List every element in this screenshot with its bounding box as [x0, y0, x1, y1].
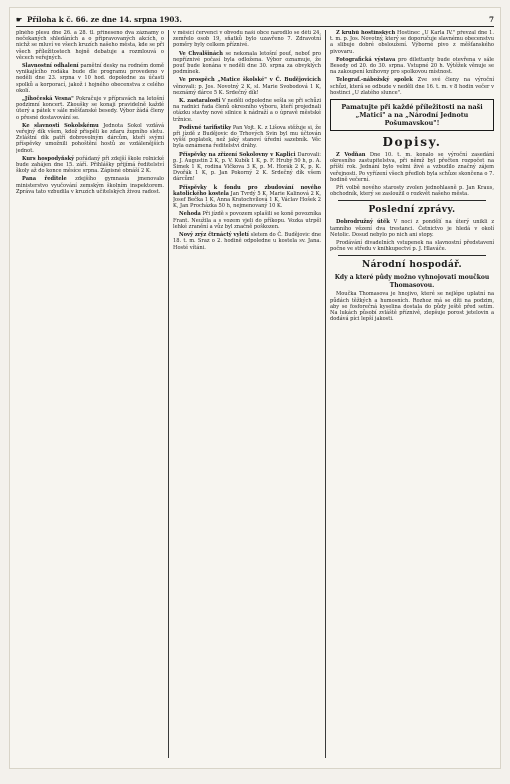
page-number: 7 — [488, 15, 494, 24]
pointing-hand-icon: ☛ — [16, 15, 23, 24]
section-divider — [338, 255, 486, 256]
article-paragraph — [16, 123, 164, 154]
article-subheading: Kdy a které půdy možno vyhnojovati moučkou Thomasovou. — [334, 274, 490, 289]
article-text: V noci z pondělí na úterý unikli z tamního vězení dva trestanci. Četnictvo je hledá v okolí Netolic. Dosud nebylo po nich ani stopy. — [330, 219, 494, 238]
page-header — [16, 14, 494, 27]
article-paragraph: Moučka Thomasova je hnojivo, které se nejlépe uplatní na půdách těžkých a humosních. Rozhoz má se díti na podzim, aby se fosforečná kyselina dostala do půdy ještě před setím. Na lukách působí zvláště příznivě, zlepšuje porost jetelovin a dodává píci lepší jakosti. — [330, 291, 494, 323]
article-paragraph: Při volbě nového starosty zvolen jednohlasně p. Jan Kraus, obchodník, který se zasloužil o rozkvět našeho města. — [330, 185, 494, 198]
article-paragraph — [173, 125, 321, 150]
article-paragraph — [16, 156, 164, 175]
article-heading: Telegraf.-nábožský spolek — [336, 77, 413, 84]
article-paragraph — [330, 77, 494, 96]
article-paragraph — [173, 51, 321, 76]
article-heading: Slavnostní odhalení — [22, 63, 79, 70]
article-heading: Podivné tarifistiky — [179, 124, 232, 131]
section-divider — [338, 200, 486, 201]
article-paragraph — [16, 176, 164, 195]
article-paragraph: Prodávání divadelních vstupenek na slavnostní představení počne ve středu v knihkupectví p. J. Hlaváče. — [330, 240, 494, 253]
article-heading: Dobrodružný útěk — [336, 219, 390, 226]
section-title-posledni-zpravy: Poslední zprávy. — [368, 205, 456, 216]
article-text: pro dilettanty bude otevřena v sále Besedy od 20. do 30. srpna. Vstupné 20 h. Výtěžek věnuje se na zakoupení knihovny pro spolkovou místnost. — [330, 56, 494, 76]
article-text: Darovali: p. J. Augustin 2 K, p. V. Kubík 1 K, p. F. Hrubý 50 h, p. A. Šimek 1 K, rodina Vlčkova 3 K, p. M. Horák 2 K, p. K. Dvořák 1 K, p. Jan Pokorný 2 K. Srdečný dík všem dárcům! — [173, 151, 321, 183]
article-paragraph — [173, 185, 321, 210]
article-heading: Nehoda — [179, 211, 201, 218]
article-heading: Příspěvky na zřízení Sokolovny v Kaplici — [179, 151, 296, 158]
article-paragraph — [173, 77, 321, 96]
article-heading: Ve Chvalšinách — [179, 50, 223, 57]
column-1 — [16, 30, 164, 758]
article-text: Pan Vojt. K. z Lišova stěžuje si, že při jízdě z Budějovic do Trhových Svin byl mu účtován vyšší poplatek, než jaký stanoví úřední sazebník. Věc byla oznámena ředitelství dráhy. — [173, 124, 321, 150]
article-heading: Příspěvky k fondu pro zbudování nového katolického kostela — [173, 184, 321, 197]
article-text: Dne 10. t. m. konalo se výroční zasedání okresního zastupitelstva, při němž byl přečten rozpočet na příští rok. Jednání bylo velmi živé a vzbudilo značný zájem veřejnosti. Po vyřízení všech předloh byla schůze skončena o 7. hodině večerní. — [330, 152, 494, 183]
article-paragraph — [173, 98, 321, 123]
article-paragraph — [330, 219, 494, 238]
article-paragraph — [173, 232, 321, 251]
article-text: pořádaný při zdejší škole rolnické bude zahájen dne 15. září. Přihlášky přijímá ředitelství školy až do konce měsíce srpna. Zápisné obnáší 2 K. — [16, 155, 164, 175]
article-text: sletem do Č. Budějovic dne 18. t. m. Sraz o 2. hodině odpoledne u kostela sv. Jana. Hosté vítáni. — [173, 232, 321, 251]
article-text: se nekonala letošní pouť, neboť pro nepříznivé počasí byla odložena. Výbor oznamuje, že pouť bude konána v neděli dne 30. srpna za obvyklých podmínek. — [173, 50, 321, 76]
columns — [16, 30, 494, 758]
article-paragraph — [330, 30, 494, 55]
article-text: Zve své členy na výroční schůzi, která se odbude v neděli dne 16. t. m. v 8 hodin večer v hostinci „U zlatého slunce". — [330, 77, 494, 96]
article-text: zdejšího gymnasia jmenovalo ministerstvo vyučování zemským školním inspektorem. Zpráva tato vzbudila v kruzích učitelských živou radost. — [16, 176, 164, 195]
column-divider — [168, 30, 169, 758]
article-heading: Nový zrýz čtrnáctý vyletí — [179, 232, 249, 239]
article-heading: Z kruhů hostinských — [336, 30, 396, 36]
column-3 — [330, 30, 494, 758]
column-2 — [173, 30, 321, 758]
section-title-narodni-hospodar: Národní hospodář. — [361, 260, 463, 271]
article-heading: Ke slavnosti Sokolskému — [22, 122, 99, 129]
article-paragraph: v měsíci červenci v obvodu naší obce narodilo se dětí 24, zemřelo osob 19, sňatků bylo uzavřeno 7. Zdravotní poměry byly celkem příznivé. — [173, 30, 321, 49]
article-text: Hostinec „U Karla IV." převzal dne 1. t. m. p. Jos. Novotný, který se doporučuje slavnému obecenstvu a slibuje dobré obsloužení. Výborné pivo z měšťanského pivovaru. — [330, 30, 494, 55]
matice-appeal-box: Pamatujte při každé příležitosti na naši „Matici" a na „Národní Jednotu Pošumavskou"! — [330, 99, 494, 131]
article-paragraph — [173, 152, 321, 183]
article-heading: Ve prospěch „Matice školské" v Č. Budějovicích — [179, 77, 321, 84]
article-text: Pokračuje v přípravách na letošní podzimní koncert. Zkoušky se konají pravidelně každé úterý a pátek v sále měšťanské besedy. Výbor žádá členy o přesné dostavování se. — [16, 96, 164, 121]
article-paragraph — [16, 63, 164, 94]
article-text: V neděli odpoledne sešla se při schůzi na radnici řada členů okresního výboru, kteří projednali otázku stavby nové silnice k nádraží a o úpravě městské tržnice. — [173, 98, 321, 123]
article-paragraph — [330, 57, 494, 76]
article-text: věnovali: p. Jos. Novotný 2 K, sl. Marie Svobodová 1 K, neznámý dárce 5 K. Srdečný dík! — [173, 83, 321, 96]
article-heading: Kurs hospodyňský — [22, 155, 75, 162]
header-title: Příloha k č. 66. ze dne 14. srpna 1903. — [26, 15, 182, 24]
article-paragraph — [16, 96, 164, 121]
article-text: Jan Tvrdý 5 K, Marie Kalinová 2 K, Josef Bečka 1 K, Anna Kratochvílová 1 K, Václav Hošek 2 K, Jan Procházka 50 h, nejmenovaný 10 K. — [173, 190, 321, 210]
article-paragraph — [173, 211, 321, 230]
article-heading: Z Vodňan — [336, 152, 366, 159]
article-text: Při jízdě s povozem splašili se koně povozníka Frant. Neužila a s vozem vjeli do příkopu. Vozka utrpěl lehké zranění a vůz byl značně poškozen. — [173, 211, 321, 230]
article-paragraph — [330, 152, 494, 183]
newspaper-page — [10, 8, 500, 768]
article-heading: K. zastaralosti — [179, 98, 221, 105]
article-paragraph: plného plesu dne 26. a 28. tl. přineseno dva záznamy o nečekaných shledáních a o připravovaných akcích, o nichž se mluví ve všech kruzích našeho města, kde se při všech příležitostech hojně debatuje a rozmlouvá o věcech veřejných. — [16, 30, 164, 61]
article-heading: „Jihočeská Vesna" — [22, 96, 74, 103]
section-title-dopisy: Dopisy. — [382, 135, 442, 150]
article-heading: Pana ředitele — [22, 176, 67, 183]
article-text: pamětní desky na rodném domě vynikajícího rodáka bude dle programu provedeno v neděli dne 23. srpna v 10 hod. dopoledne za účasti spolků a korporací, jakož i hojného obecenstva z celého okolí. — [16, 63, 164, 94]
article-heading: Fotografická výstava — [336, 56, 396, 63]
column-divider — [325, 30, 326, 758]
article-text: Jednota Sokol vzdává veřejný dík všem, kdož přispěli ke zdaru župního sletu. Zvláštní dík patří dobrovolným dárcům, kteří svými příspěvky umožnili pohoštění hostů ze vzdálenějších jednot. — [16, 122, 164, 154]
